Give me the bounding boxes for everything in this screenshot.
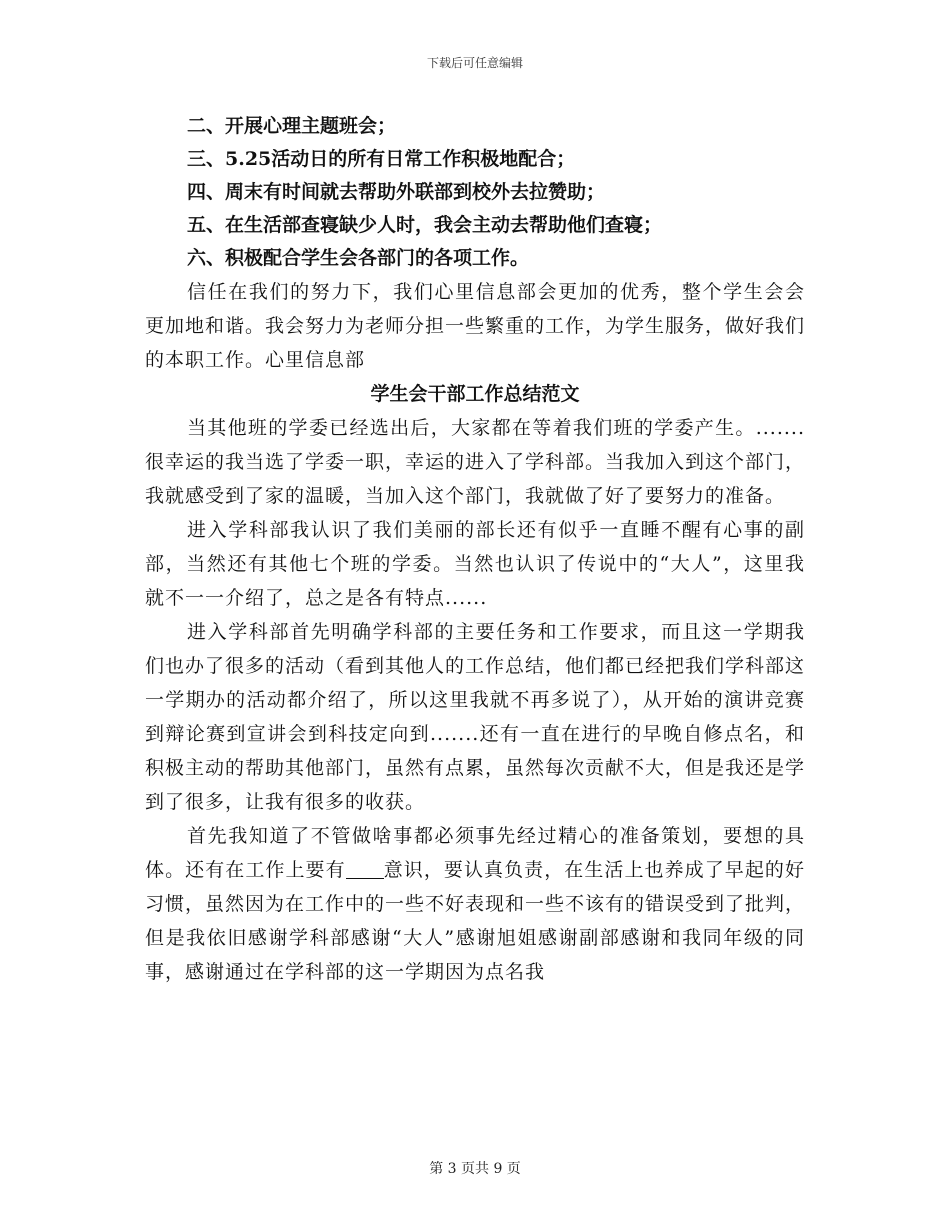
list-item: 二、开展心理主题班会；	[187, 115, 397, 137]
page-number: 第 3 页共 9 页	[429, 1161, 521, 1177]
fill-in-blank	[346, 860, 384, 879]
list-item: 五、在生活部查寝缺少人时，我会主动去帮助他们查寝；	[187, 214, 663, 236]
closing-paragraph: 信任在我们的努力下，我们心里信息部会更加的优秀，整个学生会会更加地和谐。我会努力为老师分担一些繁重的工作，为学生服务，做好我们的本职工作。心里信息部	[145, 281, 806, 371]
list-item: 四、周末有时间就去帮助外联部到校外去拉赞助；	[187, 181, 606, 203]
page-header-note: 下载后可任意编辑	[426, 56, 523, 70]
document-body	[145, 110, 805, 989]
body-paragraph-3: 进入学科部首先明确学科部的主要任务和工作要求，而且这一学期我们也办了很多的活动（看到其他人的工作总结，他们都已经把我们学科部这一学期办的活动都介绍了，所以这里我就不再多说了），从开始的演讲竞赛到辩论赛到宣讲会到科技定向到.......还有一直在进行的早晚自修点名，和积极主动的帮助其他部门，虽然有点累，虽然每次贡献不大，但是我还是学到了很多，让我有很多的收获。	[145, 621, 806, 813]
list-item: 六、积极配合学生会各部门的各项工作。	[187, 247, 530, 269]
list-item: 三、5.25活动日的所有日常工作积极地配合；	[187, 148, 576, 170]
body-paragraph-4	[145, 819, 805, 989]
body-paragraph-2: 进入学科部我认识了我们美丽的部长还有似乎一直睡不醒有心事的副部，当然还有其他七个班的学委。当然也认识了传说中的“大人”，这里我就不一一介绍了，总之是各有特点......	[145, 519, 805, 609]
paragraph-4-after-blank: 意识，要认真负责，在生活上也养成了早起的好习惯，虽然因为在工作中的一些不好表现和一些不该有的错误受到了批判，但是我依旧感谢学科部感谢“大人”感谢旭姐感谢副部感谢和我同年级的同事，感谢通过在学科部的这一学期因为点名我	[145, 859, 806, 983]
body-paragraph-1: 当其他班的学委已经选出后，大家都在等着我们班的学委产生。.......很幸运的我当选了学委一职，幸运的进入了学科部。当我加入到这个部门，我就感受到了家的温暖，当加入这个部门，我就做了好了要努力的准备。	[145, 417, 806, 507]
paragraph-4-before-blank: 首先我知道了不管做啥事都必须事先经过精心的准备策划，要想的具体。还有在工作上要有	[145, 825, 805, 881]
section-title: 学生会干部工作总结范文	[370, 383, 580, 405]
